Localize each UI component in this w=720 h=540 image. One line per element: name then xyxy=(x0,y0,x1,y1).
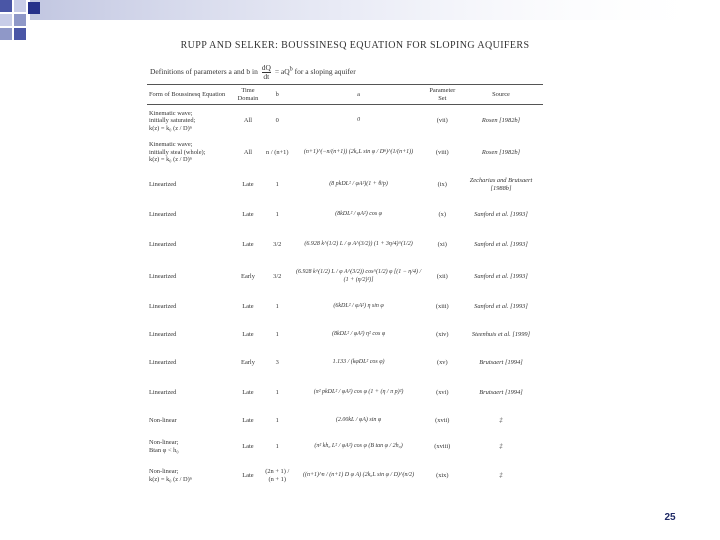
equation-form-cell xyxy=(147,105,233,137)
equation-form-cell xyxy=(147,409,233,433)
equation-form-line: k(z) = k₀ (z / D)ⁿ xyxy=(149,124,192,132)
b-value-cell: 1 xyxy=(275,442,279,450)
column-header: a xyxy=(292,85,426,105)
table-row xyxy=(147,321,543,349)
a-expression-cell: ((n+1)^n / (n+1) D φ A) (2k₀L sin φ / D)^(n/2) xyxy=(303,471,415,478)
parameter-set-cell: (xviii) xyxy=(434,442,451,450)
a-expression-cell: (8kDL² / φA²) cos φ xyxy=(335,210,383,217)
time-domain-cell: Early xyxy=(241,272,255,280)
equation-form-line: Linearized xyxy=(149,302,177,310)
time-domain-cell: Late xyxy=(242,240,254,248)
decor-square xyxy=(14,28,26,40)
definitions-suffix: for a sloping aquifer xyxy=(294,67,356,77)
table-row xyxy=(147,169,543,201)
decor-square xyxy=(0,0,12,12)
parameter-table xyxy=(147,84,543,491)
equation-form-cell xyxy=(147,377,233,409)
equation-form-cell xyxy=(147,461,233,491)
source-cell: ‡ xyxy=(499,442,503,450)
b-value-cell: 1 xyxy=(275,388,279,396)
source-cell: Sanford et al. [1993] xyxy=(474,302,528,310)
time-domain-cell: Late xyxy=(242,416,254,424)
a-expression-cell: (6kDL² / φA²) η sin φ xyxy=(333,302,384,309)
a-expression-cell: (π² pkDL² / φA²) cos φ (1 + (η / π p)²) xyxy=(313,388,404,395)
a-expression-cell: (6.928 k^(1/2) L / φ A^(3/2)) (1 + 3η/4)^(1/2) xyxy=(304,240,413,247)
parameter-set-cell: (ix) xyxy=(437,180,447,188)
source-cell: ‡ xyxy=(499,416,503,424)
equation-form-cell xyxy=(147,229,233,261)
source-cell: Sanford et al. [1993] xyxy=(474,210,528,218)
equation-form-line: k(z) = k₀ (z / D)ⁿ xyxy=(149,156,192,164)
equation-form-cell xyxy=(147,261,233,293)
equation-form-line: Linearized xyxy=(149,388,177,396)
definitions-prefix: Definitions of parameters a and b in xyxy=(150,67,258,77)
b-value-cell: 3/2 xyxy=(273,240,282,248)
decor-square xyxy=(0,14,12,26)
equation-form-cell xyxy=(147,349,233,377)
derivative-fraction xyxy=(262,64,271,81)
definitions-line xyxy=(150,64,550,81)
equation-form-line: Linearized xyxy=(149,210,177,218)
source-cell: Sanford et al. [1993] xyxy=(474,272,528,280)
table-row xyxy=(147,433,543,461)
decor-square xyxy=(14,14,26,26)
equation-form-line: initially saturated; xyxy=(149,117,196,124)
equation-form-line: Kinematic wave; xyxy=(149,109,193,117)
source-cell: Rosen [1982b] xyxy=(481,117,521,124)
decor-square xyxy=(28,2,40,14)
table-row xyxy=(147,409,543,433)
parameter-set-cell: (xi) xyxy=(437,240,447,248)
b-value-cell: 1 xyxy=(275,302,279,310)
parameter-set-cell: (x) xyxy=(438,210,446,218)
equation-form-cell xyxy=(147,137,233,169)
source-cell: Zecharias and Brutsaert [1988b] xyxy=(469,177,533,192)
parameter-set-cell: (xv) xyxy=(436,358,448,366)
equation-form-line: Non-linear; xyxy=(149,439,179,446)
derivative-exponent: b xyxy=(289,65,293,73)
column-header: Source xyxy=(459,85,543,105)
equation-form-cell xyxy=(147,321,233,349)
decor-square xyxy=(0,28,12,40)
parameter-set-cell: (vii) xyxy=(436,117,448,124)
equation-form-cell xyxy=(147,293,233,321)
source-cell: Steenhuis et al. [1999] xyxy=(471,330,531,338)
table-row xyxy=(147,461,543,491)
parameter-set-cell: (xix) xyxy=(436,471,449,479)
equation-form-line: k(z) = k₀ (z / D)ⁿ xyxy=(149,475,192,483)
column-header: Form of Boussinesq Equation xyxy=(147,85,233,105)
table-row xyxy=(147,349,543,377)
table-header-row xyxy=(147,85,543,105)
b-value-cell: 0 xyxy=(275,117,279,124)
time-domain-cell: Late xyxy=(242,330,254,338)
parameter-set-cell: (xvii) xyxy=(435,416,450,424)
b-value-cell: 1 xyxy=(275,210,279,218)
a-expression-cell: (π² kh₀ L² / φA²) cos φ (B tan φ / 2h₀) xyxy=(314,442,403,449)
a-expression-cell: 1.133 / (kφDL² cos φ) xyxy=(332,358,385,365)
table-row xyxy=(147,105,543,137)
b-value-cell: (2n + 1) / (n + 1) xyxy=(265,468,290,483)
time-domain-cell: Early xyxy=(241,358,255,366)
time-domain-cell: Late xyxy=(242,471,254,479)
parameter-set-cell: (xii) xyxy=(436,272,448,280)
b-value-cell: 1 xyxy=(275,416,279,424)
table-row xyxy=(147,201,543,229)
b-value-cell: 3 xyxy=(275,358,279,366)
b-value-cell: 1 xyxy=(275,180,279,188)
column-header: b xyxy=(263,85,292,105)
slide-number: 25 xyxy=(664,512,676,523)
equation-form-line: Non-linear; xyxy=(149,468,179,475)
equation-form-cell xyxy=(147,201,233,229)
time-domain-cell: Late xyxy=(242,442,254,450)
table-row xyxy=(147,293,543,321)
source-cell: Brutsaert [1994] xyxy=(479,388,523,396)
b-value-cell: 3/2 xyxy=(273,272,282,280)
equation-form-line: Linearized xyxy=(149,240,177,248)
equation-form-line: initially steal (whole); xyxy=(149,148,206,156)
time-domain-cell: Late xyxy=(242,210,254,218)
time-domain-cell: Late xyxy=(242,388,254,396)
table-row xyxy=(147,261,543,293)
a-expression-cell: (8kDL² / φA²) η² cos φ xyxy=(331,330,386,337)
b-value-cell: 1 xyxy=(275,330,279,338)
source-cell: Rosen [1982b] xyxy=(481,148,521,156)
a-expression-cell: 0 xyxy=(357,117,361,123)
parameter-set-cell: (viii) xyxy=(435,148,449,156)
table-body xyxy=(147,105,543,491)
a-expression-cell: (n+1)^(−n/(n+1)) (2k₀L sin φ / Dⁿ)^(1/(n+1)) xyxy=(303,148,414,155)
decor-square xyxy=(14,0,26,12)
derivative-rhs: = aQ xyxy=(274,67,290,77)
time-domain-cell: All xyxy=(243,148,253,156)
parameter-set-cell: (xiii) xyxy=(435,302,449,310)
time-domain-cell: Late xyxy=(242,302,254,310)
source-cell: ‡ xyxy=(499,471,503,479)
equation-form-line: Linearized xyxy=(149,330,177,338)
source-cell: Sanford et al. [1993] xyxy=(474,240,528,248)
time-domain-cell: All xyxy=(243,117,253,124)
page-header: RUPP AND SELKER: BOUSSINESQ EQUATION FOR SLOPING AQUIFERS xyxy=(180,40,530,51)
b-value-cell: n / (n+1) xyxy=(266,148,289,156)
derivative-numerator: dQ xyxy=(261,63,271,72)
equation-form-line: Kinematic wave; xyxy=(149,141,193,149)
source-cell: Brutsaert [1994] xyxy=(479,358,523,366)
a-expression-cell: (6.928 k^(1/2) L / φ A^(3/2)) cos^(1/2) φ [(1 − η/4) / (1 + (η/2)²)] xyxy=(295,269,422,283)
time-domain-cell: Late xyxy=(242,180,254,188)
a-expression-cell: (8 pkDL² / φA²)(1 + θ/p) xyxy=(329,180,388,187)
column-header: Parameter Set xyxy=(426,85,459,105)
derivative-denominator: dt xyxy=(263,72,270,81)
table-row xyxy=(147,137,543,169)
column-header: Time Domain xyxy=(233,85,263,105)
equation-form-line: Btan φ < h₀ xyxy=(149,446,179,454)
equation-form-line: Non-linear xyxy=(149,416,177,424)
equation-form-line: Linearized xyxy=(149,272,177,280)
table-row xyxy=(147,229,543,261)
a-expression-cell: (2.00kL / φA) sin φ xyxy=(335,416,382,423)
parameter-set-cell: (xvi) xyxy=(436,388,449,396)
equation-form-line: Linearized xyxy=(149,358,177,366)
equation-form-line: Linearized xyxy=(149,180,177,188)
equation-form-cell xyxy=(147,169,233,201)
equation-form-cell xyxy=(147,433,233,461)
table-row xyxy=(147,377,543,409)
parameter-set-cell: (xiv) xyxy=(436,330,449,338)
